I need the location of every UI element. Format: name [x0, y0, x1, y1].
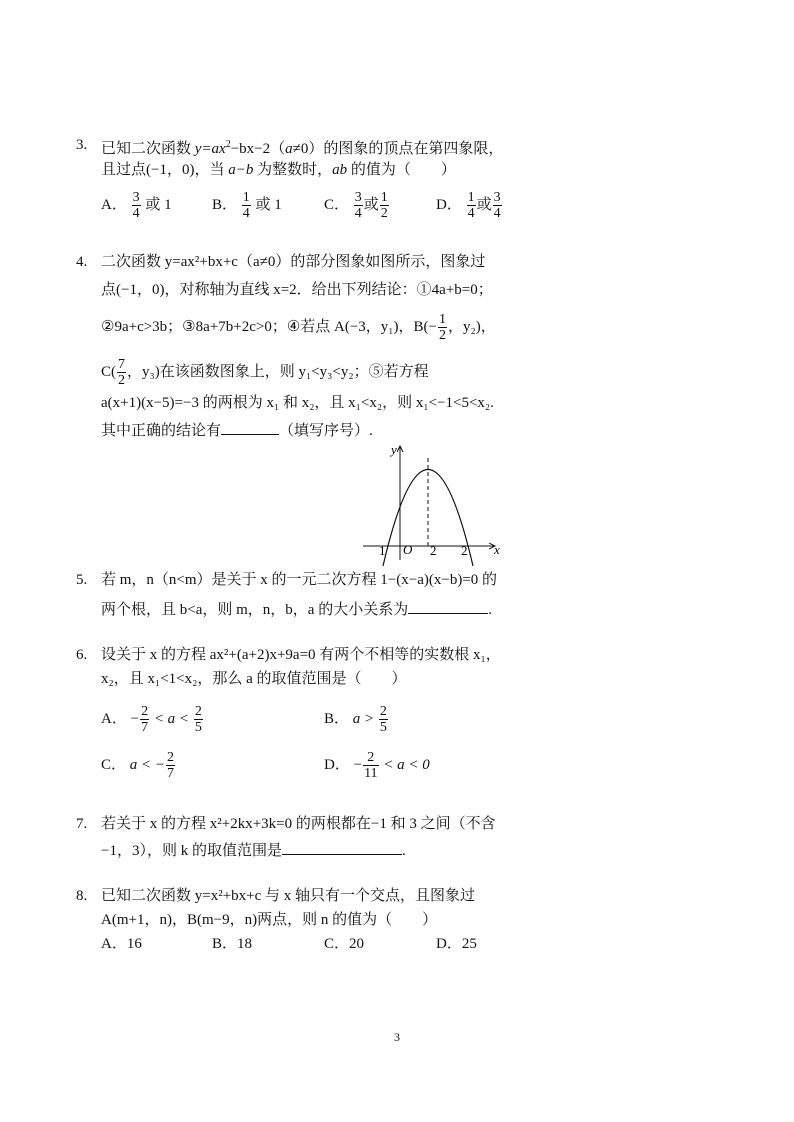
question-text: 设关于 x 的方程 ax²+(a+2)x+9a=0 有两个不相等的实数根 x₁， [101, 647, 501, 663]
option-d[interactable]: D．25 [436, 936, 477, 952]
option-d[interactable]: D． − $\frac{2}{11}$ < a < 0 [324, 750, 430, 781]
option-c[interactable]: C． a < − $\frac{2}{7}$ [101, 750, 175, 781]
question-text: A(m+1，n)，B(m−9，n)两点，则 n 的值为（ ） [101, 912, 438, 928]
root-label: 2 [461, 543, 468, 558]
origin-label: O [403, 542, 413, 557]
question-number: 8. [76, 888, 88, 904]
question-number: 7. [76, 816, 88, 832]
question-text: C( $\frac{7}{2}$ ，y₃)在该函数图象上，则 y₁<y₃<y₂；⑤若方程 [101, 357, 429, 388]
question-text: 且过点(−1，0)，当 a−b 为整数时，ab 的值为（ ） [101, 162, 456, 178]
y-label: y [391, 442, 397, 457]
option-a[interactable]: A． − $\frac{2}{7}$ < a < $\frac{2}{5}$ [101, 704, 202, 735]
question-text: 二次函数 y=ax²+bx+c（a≠0）的部分图象如图所示，图象过 [101, 254, 486, 270]
question-number: 5. [76, 572, 88, 588]
option-b[interactable]: B．18 [212, 936, 253, 952]
question-text: 点(−1，0)，对称轴为直线 x=2．给出下列结论：①4a+b=0； [101, 282, 493, 298]
question-number: 4. [76, 254, 88, 270]
question-number: 6. [76, 647, 88, 663]
question-text: x₂，且 x₁<1<x₂，那么 a 的取值范围是（ ） [101, 671, 407, 687]
question-text: −1，3），则 k 的取值范围是 . [101, 838, 406, 861]
x-label: x [494, 542, 500, 557]
question-text: 其中正确的结论有 （填写序号）. [101, 418, 373, 441]
question-number: 3. [76, 137, 88, 153]
parabola-graph [355, 438, 515, 566]
answer-blank[interactable] [221, 418, 279, 435]
question-text: 已知二次函数 y=x²+bx+c 与 x 轴只有一个交点，且图象过 [101, 888, 476, 904]
option-a[interactable]: A．16 [101, 936, 142, 952]
answer-blank[interactable] [408, 597, 488, 614]
question-text: ②9a+c>3b；③8a+7b+2c>0；④若点 A(−3，y₁)，B(− $\frac{1}{2}$ ，y₂)， [101, 312, 496, 343]
option-a[interactable]: A． $\frac{3}{4}$ 或 1 [101, 190, 172, 221]
question-text: 已知二次函数 $y=ax^2-bx-2(a\ne 0)$的图象的顶点在第四象限， [101, 139, 504, 157]
option-c[interactable]: C．20 [324, 936, 365, 952]
option-d[interactable]: D． $\frac{1}{4}$ 或 $\frac{3}{4}$ [436, 190, 501, 221]
answer-blank[interactable] [282, 838, 402, 855]
neg-one-label: 1 [379, 543, 386, 558]
question-text: 两个根，且 b<a，则 m，n，b，a 的大小关系为 . [101, 597, 492, 620]
page-number: 3 [394, 1030, 400, 1044]
question-text: a(x+1)(x−5)=−3 的两根为 x₁ 和 x₂，且 x₁<x₂，则 x₁<−1<5<x₂. [101, 395, 494, 411]
option-b[interactable]: B． $\frac{1}{4}$ 或 1 [212, 190, 282, 221]
sym-two-label: 2 [430, 543, 437, 558]
option-c[interactable]: C． $\frac{3}{4}$ 或 $\frac{1}{2}$ [324, 190, 388, 221]
question-text: 若 m，n（n<m）是关于 x 的一元二次方程 1−(x−a)(x−b)=0 的 [101, 572, 498, 588]
question-text: 若关于 x 的方程 x²+2kx+3k=0 的两根都在−1 和 3 之间（不含 [101, 816, 496, 832]
option-b[interactable]: B． a > $\frac{2}{5}$ [324, 704, 387, 735]
